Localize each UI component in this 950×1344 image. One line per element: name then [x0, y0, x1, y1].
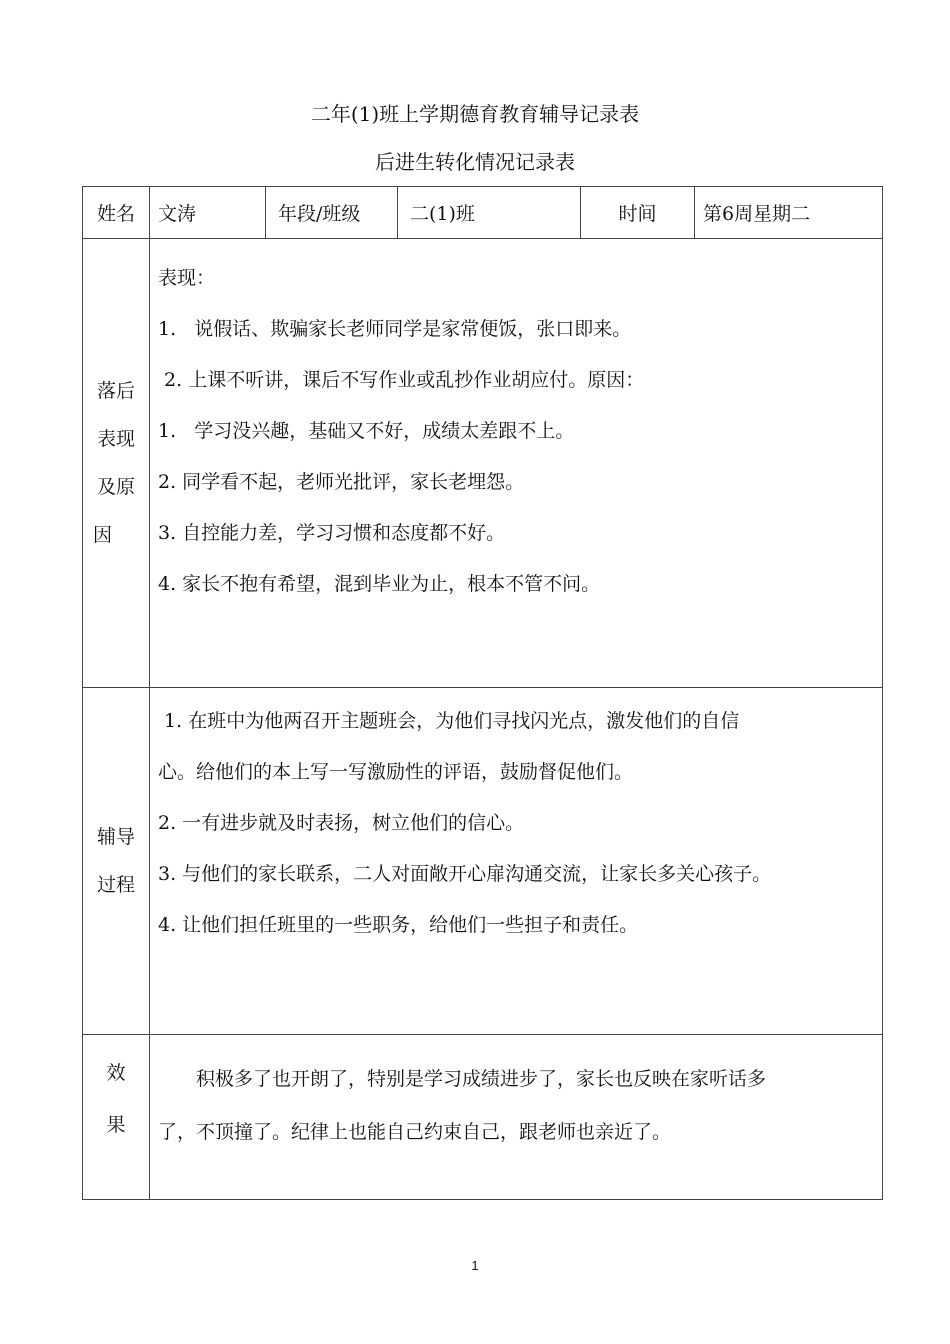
time-label: 时间: [581, 187, 695, 239]
section-guidance-content: [150, 688, 883, 1035]
section-effect-label: 效 果: [83, 1035, 150, 1200]
list-item: 了，不顶撞了。纪律上也能自己约束自己，跟老师也亲近了。: [158, 1121, 672, 1143]
list-item: 表现：: [158, 267, 216, 289]
section-behavior-content: [150, 239, 883, 688]
section-guidance: [83, 688, 883, 1035]
list-item: 2. 同学看不起，老师光批评，家长老埋怨。: [158, 471, 525, 493]
grade-value: 二(1)班: [398, 187, 581, 239]
list-item: 积极多了也开朗了，特别是学习成绩进步了，家长也反映在家听话多: [196, 1068, 767, 1090]
time-value: 第6周星期二: [695, 187, 883, 239]
section-effect-content: [150, 1035, 883, 1200]
name-label: 姓名: [83, 187, 150, 239]
document-subtitle: 后进生转化情况记录表: [375, 150, 575, 174]
header-row: [83, 187, 883, 239]
name-value: 文涛: [150, 187, 266, 239]
list-item: 4. 让他们担任班里的一些职务，给他们一些担子和责任。: [158, 914, 639, 936]
page-number: 1: [471, 1258, 479, 1273]
list-item: 1. 说假话、欺骗家长老师同学是家常便饭，张口即来。: [158, 318, 632, 340]
section-behavior: [83, 239, 883, 688]
document-title: 二年(1)班上学期德育教育辅导记录表: [310, 102, 640, 126]
list-item: 2. 上课不听讲，课后不写作业或乱抄作业胡应付。原因：: [158, 369, 645, 391]
section-guidance-label: 辅导 过程: [83, 688, 150, 1035]
section-behavior-label: 落后 表现 及原 因: [83, 239, 150, 688]
list-item: 4. 家长不抱有希望，混到毕业为止，根本不管不问。: [158, 573, 601, 595]
list-item: 1. 学习没兴趣，基础又不好，成绩太差跟不上。: [158, 420, 575, 442]
list-item: 1. 在班中为他两召开主题班会，为他们寻找闪光点，激发他们的自信: [158, 710, 740, 732]
list-item: 2. 一有进步就及时表扬，树立他们的信心。: [158, 812, 525, 834]
list-item: 3. 自控能力差，学习习惯和态度都不好。: [158, 522, 506, 544]
list-item: 3. 与他们的家长联系，二人对面敞开心扉沟通交流，让家长多关心孩子。: [158, 863, 772, 885]
grade-label: 年段/班级: [266, 187, 398, 239]
list-item: 心。给他们的本上写一写激励性的评语，鼓励督促他们。: [158, 761, 634, 783]
record-table: [82, 186, 883, 1200]
section-effect: [83, 1035, 883, 1200]
